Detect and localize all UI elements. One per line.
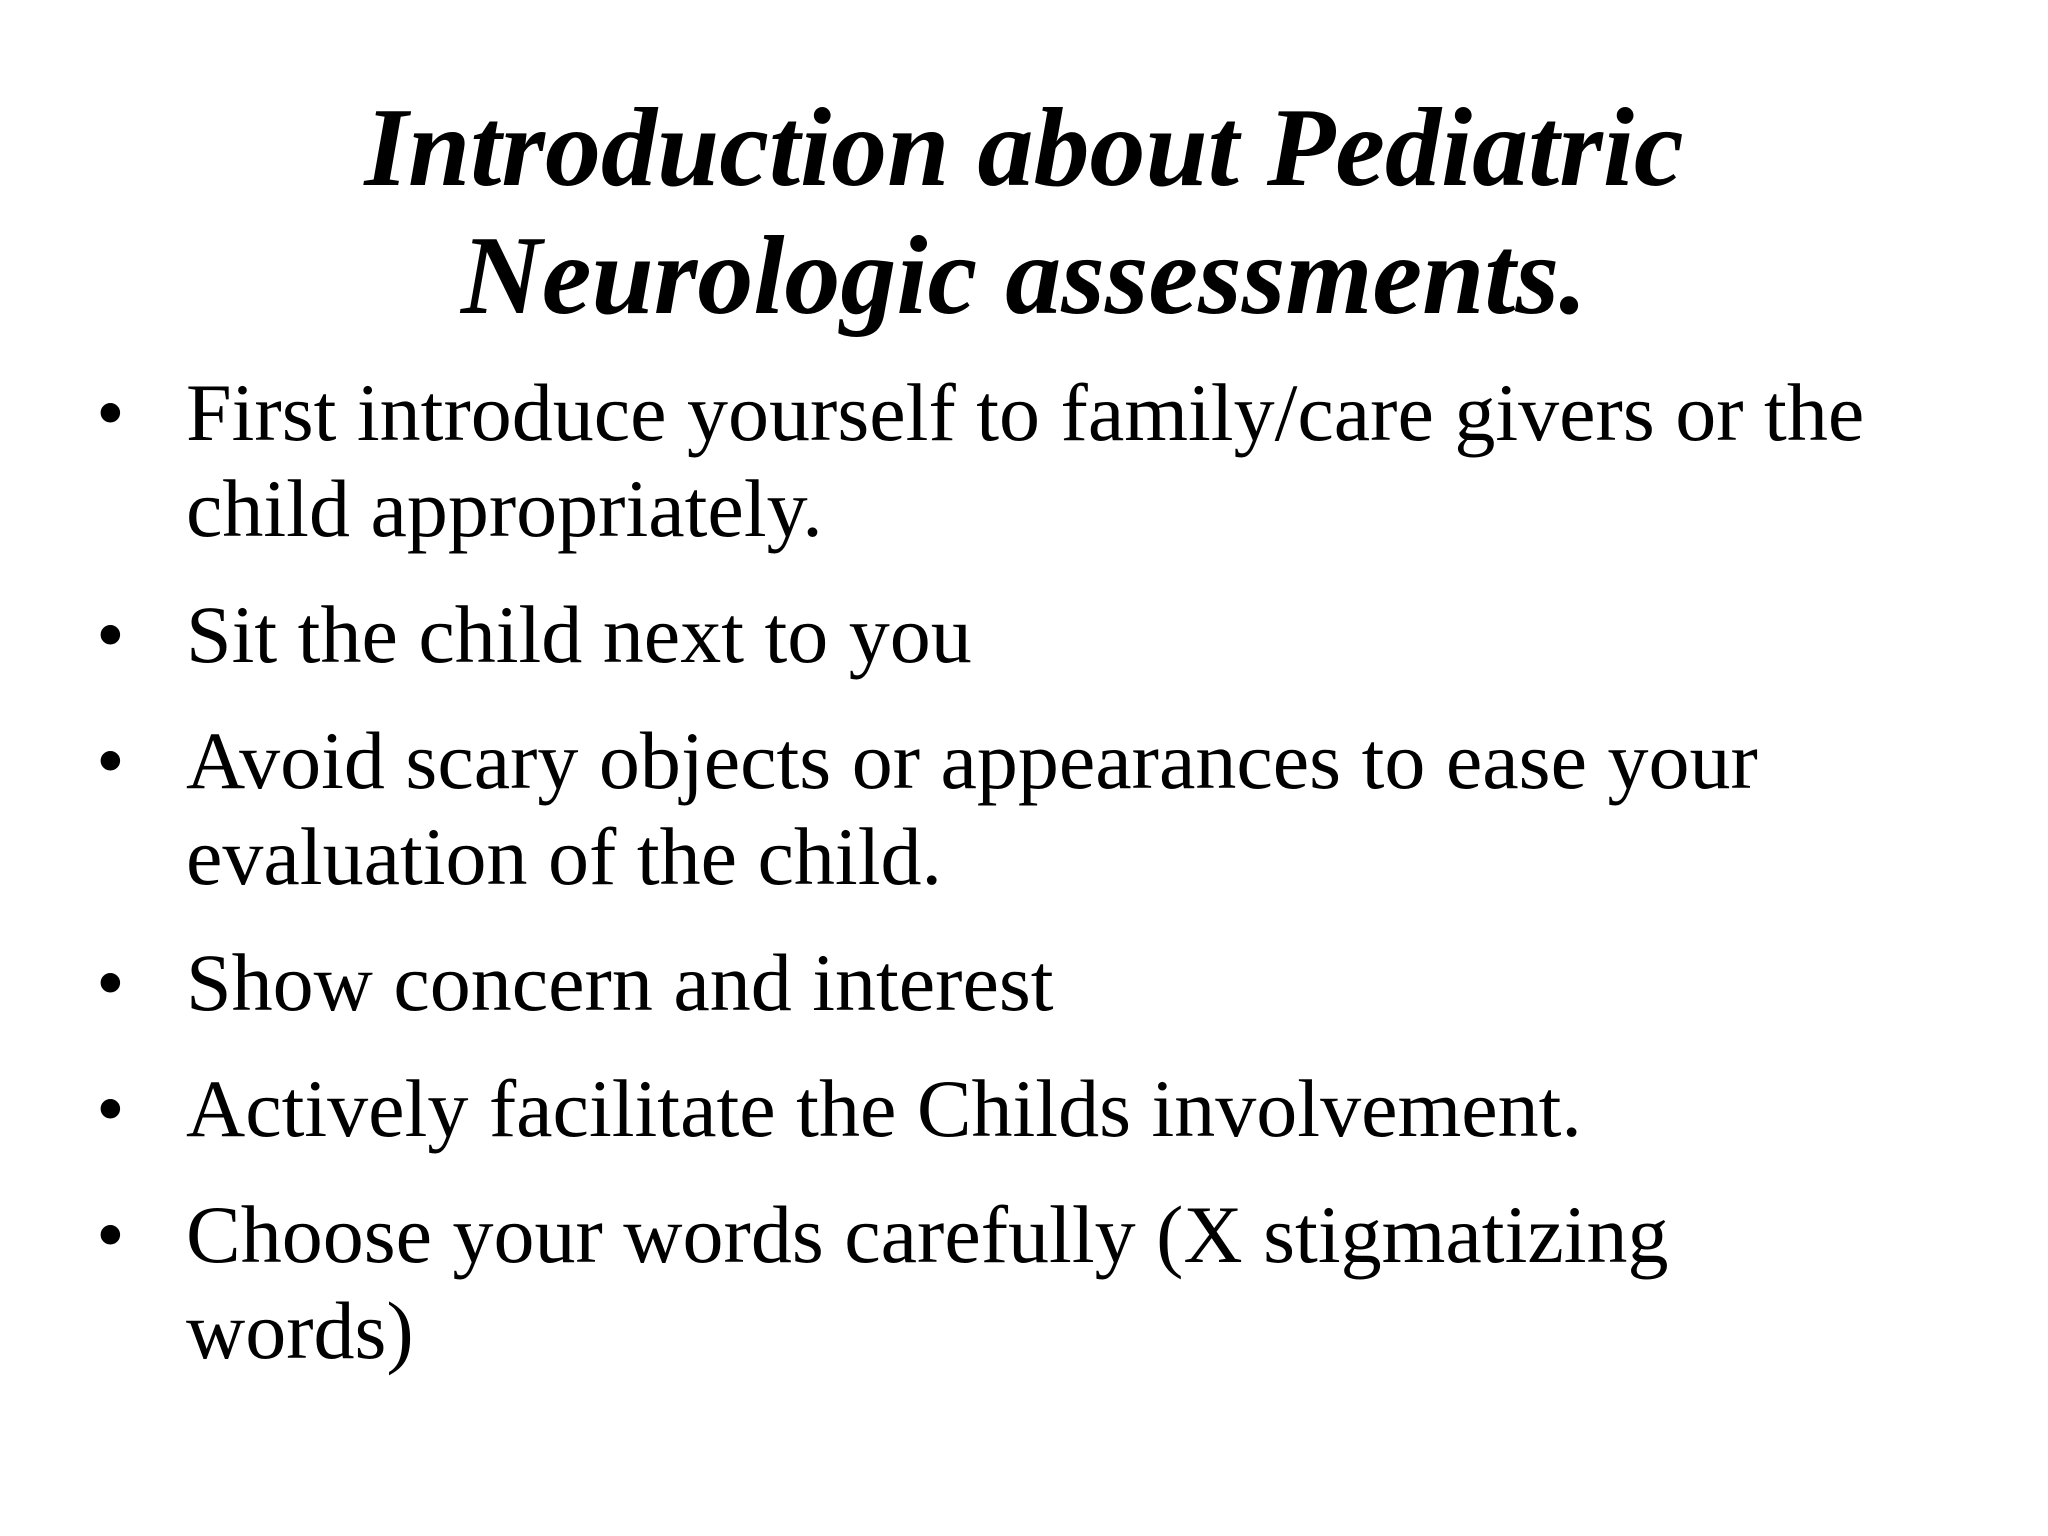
bullet-item-concern	[96, 935, 1996, 1031]
title-line-2: Neurologic assessments.	[460, 214, 1588, 338]
slide-title	[0, 84, 2048, 340]
title-line-1: Introduction about Pediatric	[364, 86, 1684, 210]
bullet-icon: •	[96, 589, 125, 680]
bullet-text-line: Sit the child next to you	[186, 589, 972, 680]
bullet-text-line: Avoid scary objects or appearances to ease your	[186, 715, 1758, 806]
bullet-item-avoid	[96, 713, 1996, 905]
bullet-text-line: evaluation of the child.	[186, 811, 942, 902]
bullet-icon: •	[96, 1189, 125, 1280]
bullet-item-introduce	[96, 365, 1996, 557]
bullet-list	[96, 365, 1996, 1409]
bullet-icon: •	[96, 1063, 125, 1154]
bullet-item-words	[96, 1187, 1996, 1379]
bullet-item-facilitate	[96, 1061, 1996, 1157]
bullet-icon: •	[96, 937, 125, 1028]
bullet-icon: •	[96, 715, 125, 806]
bullet-text-line: Choose your words carefully (X stigmatizing	[186, 1189, 1669, 1280]
bullet-icon: •	[96, 367, 125, 458]
bullet-text-line: First introduce yourself to family/care givers or the	[186, 367, 1865, 458]
bullet-item-sit	[96, 587, 1996, 683]
bullet-text-line: Show concern and interest	[186, 937, 1054, 1028]
bullet-text-line: words)	[186, 1285, 414, 1376]
bullet-text-line: Actively facilitate the Childs involvement.	[186, 1063, 1582, 1154]
bullet-text-line: child appropriately.	[186, 463, 823, 554]
